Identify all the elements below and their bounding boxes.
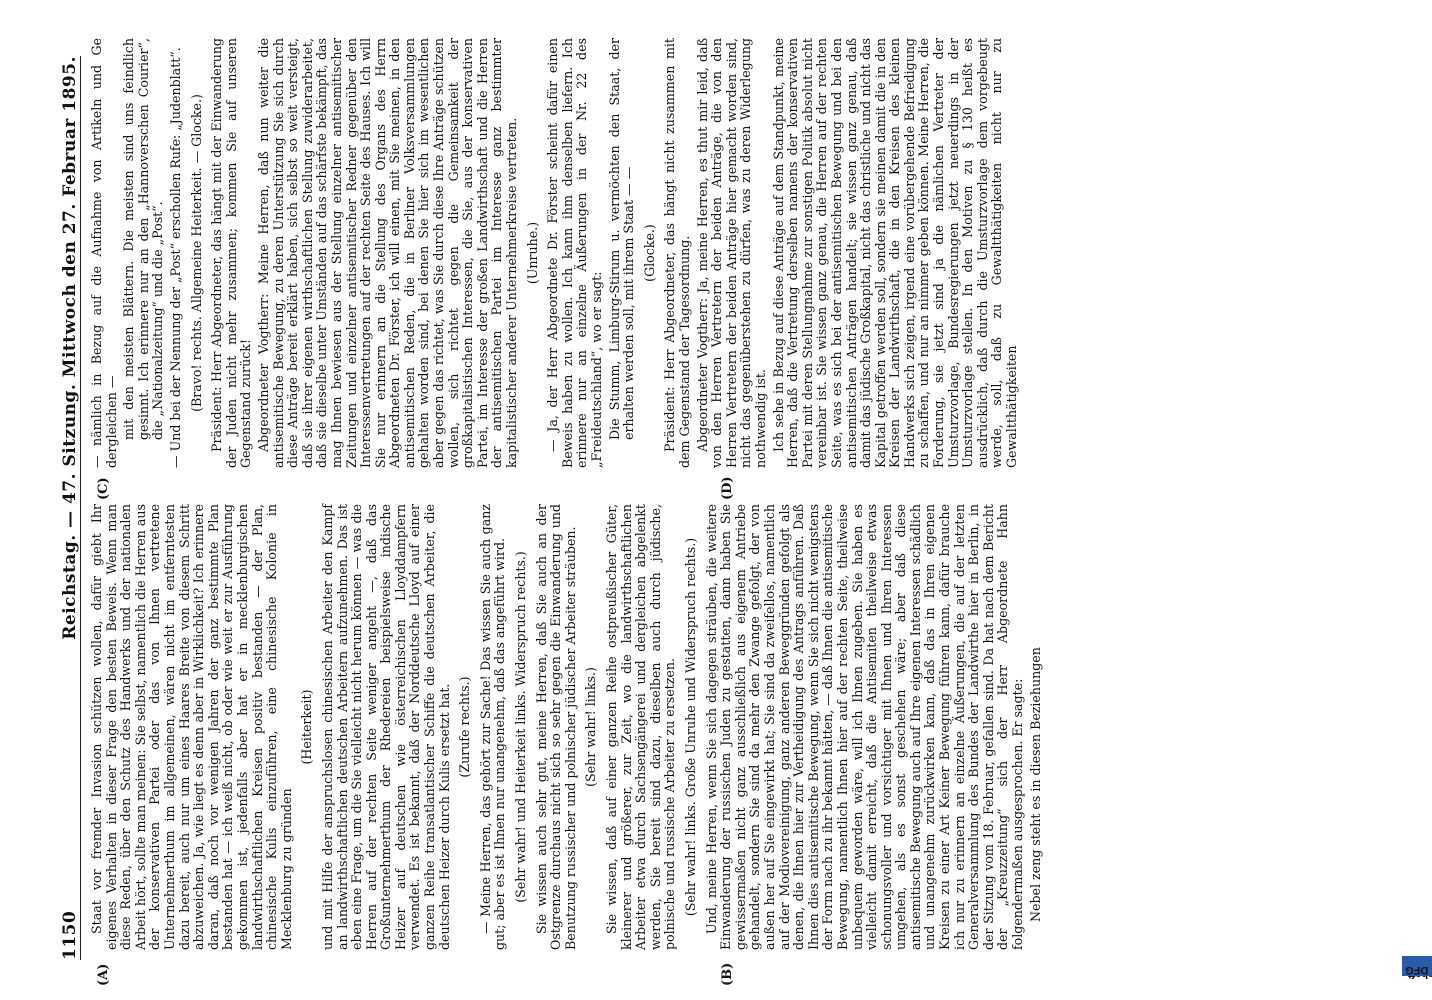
interjection: (Sehr wahr! und Heiterkeit links. Widerspruch rechts.) xyxy=(513,551,529,903)
paragraph: — Meine Herren, das gehört zur Sache! Das wissen Sie auch ganz gut; aber es ist Ihnen nur unangenehm, daß das angeführt wird. xyxy=(477,504,508,950)
left-column xyxy=(90,504,1372,950)
paragraph: Sie wissen auch sehr gut, meine Herren, daß Sie auch an der Ostgrenze durchaus nicht sich so sehr gegen die Einwanderung und Benutzung russischer und polnischer jüdischer Arbeiter sträuben. xyxy=(533,504,578,950)
digitization-credit xyxy=(1405,40,1429,980)
interjection: (Sehr wahr! links. Große Unruhe und Widerspruch rechts.) xyxy=(682,537,698,917)
margin-mark-a: (A) xyxy=(96,963,111,986)
page-title: Reichstag. — 47. Sitzung. Mittwoch den 27. Februar 1895. xyxy=(60,56,80,640)
interjection: (Bravo! rechts. Allgemeine Heiterkeit. — Glocke.) xyxy=(188,94,204,412)
page-number: 1150 xyxy=(60,910,80,960)
paragraph: Abgeordneter Vogtherr: Ja, meine Herren, es thut mir leid, daß von den Herren Vertretern der beiden Anträge, die von den Herren Vertretern der beiden Anträge hier gemacht worden sind, nicht das gegenüberstehen zu dürfen, was zu deren Widerlegung nothwendig ist. xyxy=(694,38,768,468)
paragraph: Präsident: Herr Abgeordneter, das hängt mit der Einwanderung der Juden nicht mehr zusammen; kommen Sie auf unseren Gegenstand zurück! xyxy=(209,38,254,468)
right-column xyxy=(90,38,1372,468)
margin-mark-b: (B) xyxy=(720,962,735,986)
digitization-credit-text xyxy=(1405,40,1429,980)
paragraph: Staat vor fremder Invasion schützen wollen, dafür giebt Ihr eigenes Verhalten in dieser Frage den besten Beweis. Wenn man diese Reden, über den Schutz des Handwerks und der nationalen Arbeit hört, sollte man meinen: Sie selbst, namentlich die Herren aus der konservativen Partei oder das von Ihnen vertretene Unternehmerthum im allgemeinen, wären nicht im entferntesten dazu bereit, auch nur um eines Haares Breite von diesem Schritt abzuweichen. Ja, wie liegt es denn aber in Wirklichkeit? Ich erinnere daran, daß noch vor wenigen Jahren der ganz bestimmte Plan bestanden hat — ich weiß nicht, ob oder wie weit er zur Ausführung gekommen ist, jedenfalls aber hat er in mecklenburgischen landwirthschaftlichen Kreisen positiv bestanden — der Plan, chinesische Kulis einzuführen, eine chinesische Kolonie in Mecklenburg zu gründen xyxy=(89,504,294,950)
margin-mark-d: (D) xyxy=(720,476,735,500)
paragraph: Und, meine Herren, wenn Sie sich dagegen sträuben, die weitere Einwanderung der russischen Juden zu gestatten, dann haben Sie gewissermaßen nicht ganz ausschließlich aus eigenem Antriebe gehandelt, sondern Sie sind da mehr den Zwange gefolgt, der von außen her auf Sie eingewirkt hat; Sie sind da zweifellos, namentlich auf der Modiovereinigung, ganz anderen Beweggründen gefolgt als denen, die Ihnen hier zur Vertheidigung des Antrags anführen. Daß Ihnen dies antisemitische Bewegung, wenn Sie sich nicht wenigstens der Form nach zu ihr bekannt hätten, — daß Ihnen die antisemitische Bewegung, namentlich Ihnen hier auf der rechten Seite, theilweise unbequem geworden wäre, will ich Ihnen zugeben. Sie haben es vielleicht damit erreicht, daß die Antisemiten theilweise etwas schonungsvoller und vorsichtiger mit Ihnen und Ihren Interessen umgehen, als es sonst geschehen wäre; aber daß diese antisemitische Bewegung auch auf Ihre eigenen Interessen schädlich und unangenehm zurückwirken kann, daß das in Ihren eigenen Kreisen zu einer Art Keiner Bewegung führen kann, dafür brauche ich nur zu erinnern an einzelne Äußerungen, die auf der letzten Generalversammlung des Bundes der Landwirthe hier in Berlin, in der Sitzung vom 18. Februar, gefallen sind. Da hat nach dem Bericht der „Kreuzzeitung“ sich der Herr Abgeordnete Hahn folgendermaßen ausgesprochen. Er sagte: xyxy=(703,504,1026,950)
interjection: (Zurufe rechts.) xyxy=(457,676,473,778)
paragraph: Sie wissen, daß auf einer ganzen Reihe ostpreußischer Güter, kleinerer und größerer, zur Zeit, wo die landwirthschaftlichen Arbeiter etwa durch Sachsengängerei und dergleichen abgelenkt werden, Sie bereit sind dazu, dieselben auch durch jüdische, polnische und russische Arbeiter zu ersetzen. xyxy=(604,504,678,950)
interjection: (Glocke.) xyxy=(641,224,657,282)
paragraph: Abgeordneter Vogtherr: Meine Herren, daß nun weiter die antisemitische Bewegung, zu deren Unterstützung Sie sich durch diese Anträge bereit erklärt haben, sich selbst so weit versteigt, daß sie ihrer eigenen wirthschaftlichen Stellung zuwiderarbeitet, daß sie dieselbe unter Umständen auf das schärfste bekämpft, das mag Ihnen bewiesen aus der Stellung einzelner antisemitischer Zeitungen und einzelner antisemitischer Redner gegenüber den Interessenvertretungen auf der rechten Seite des Hauses. Ich will Sie nur erinnern an die Stellung des Organs des Herrn Abgeordneten Dr. Förster, ich will einen, mit Sie meinen, in den antisemitischen Reden, die in Berliner Volksversammlungen gehalten worden sind, bei denen Sie hier sich im wesentlichen aber gegen das richtet, was Sie durch diese Ihre Anträge schützen wollen, sich richtet gegen die Gemeinsamkeit der großkapitalistischen Interessen, die Sie, aus der konservativen Partei, im Interesse der großen Landwirthschaft und die Herren der antisemitischen Partei im Interesse ganz bestimmter kapitalistischer anderer Unternehmerkreise vertreten. xyxy=(255,38,520,468)
paragraph: — Ja, der Herr Abgeordnete Dr. Förster scheint dafür einen Beweis haben zu wollen. Ich kann ihm denselben liefern. Ich erinnere nur an einzelne Äußerungen in der Nr. 22 des „Freideutschland“, wo er sagt: xyxy=(545,38,604,468)
paragraph: Präsident: Herr Abgeordneter, das hängt nicht zusammen mit dem Gegenstand der Tagesordnung. xyxy=(662,38,692,468)
interjection: (Sehr wahr! links.) xyxy=(583,667,599,787)
paragraph: — Und bei der Nennung der „Post“ erschollen Rufe: „Judenblatt“. xyxy=(167,47,183,468)
paragraph: Die Stumm, Limburg-Stirum u. vermöchten den Staat, der erhalten werden soll, mit ihrem Staat — — xyxy=(606,38,637,440)
interjection: (Heiterkeit) xyxy=(299,689,315,765)
dfg-logo: DFG xyxy=(1402,956,1432,976)
paragraph: — nämlich in Bezug auf die Aufnahme von Artikeln und Ge dergleichen — xyxy=(89,38,119,468)
margin-mark-c: (C) xyxy=(96,477,111,500)
paragraph: Ich sehe in Bezug auf diese Anträge auf dem Standpunkt, meine Herren, daß die Vertretung derselben namens der konservativen Partei mit deren Stellungnahme zur sonstigen Politik absolut nicht vereinbar ist. Sie wissen ganz genau, die Herren auf der rechten Seite, was es sich bei der antisemitischen Bewegung und bei den antisemitischen Anträgen handelt; sie wissen ganz genau, daß damit das jüdische Großkapital, nicht das christliche und nicht das Kapital getroffen werden soll, sondern sie meinen damit die in den Kreisen der Landwirthschaft, die in den Kreisen des kleinen Handwerks sich zeigen, irgend eine vorübergehende Befriedigung zu schaffen, und nur an nimmer geben können. Meine Herren, die Forderung, sie jetzt sind ja die nämlichen Vertreter der Umsturzvorlage, Bundesregierungen jetzt neuerdings in der Umsturzvorlage stellen. In den Motiven zu § 130 heißt es ausdrücklich, daß durch die Umsturzvorlage dem vorgebeugt werde, soll, daß zu Gewaltthätigkeiten nicht nur zu Gewaltthätigkeiten xyxy=(770,38,1020,468)
running-header xyxy=(50,56,81,960)
interjection: (Unruhe.) xyxy=(524,221,540,285)
paragraph: mit den meisten Blättern. Die meisten sind uns feindlich gesinnt. Ich erinnere nur an den „Hannoverschen Courier“, die „Nationalzeitung“ und die „Post“. xyxy=(121,38,166,440)
paragraph: Nebel zeng steht es in diesen Beziehungen xyxy=(1027,647,1043,922)
paragraph: und mit Hilfe der anspruchslosen chinesischen Arbeiter den Kampf an landwirthschaftlichen deutschen Arbeitern aufzunehmen. Das ist eben eine Frage, um die Sie vielleicht nicht herum können — was die Herren auf der rechten Seite weniger angeht —, daß das Großunternehmerthum der Rhedereien beispielsweise indische Heizer auf deutschen wie österreichischen Lloyddampfern verwendet. Es ist bekannt, daß der Norddeutsche Lloyd auf einer ganzen Reihe transatlantischer Schiffe die deutschen Arbeiter, die deutschen Heizer durch Kulis ersetzt hat. xyxy=(319,504,452,950)
